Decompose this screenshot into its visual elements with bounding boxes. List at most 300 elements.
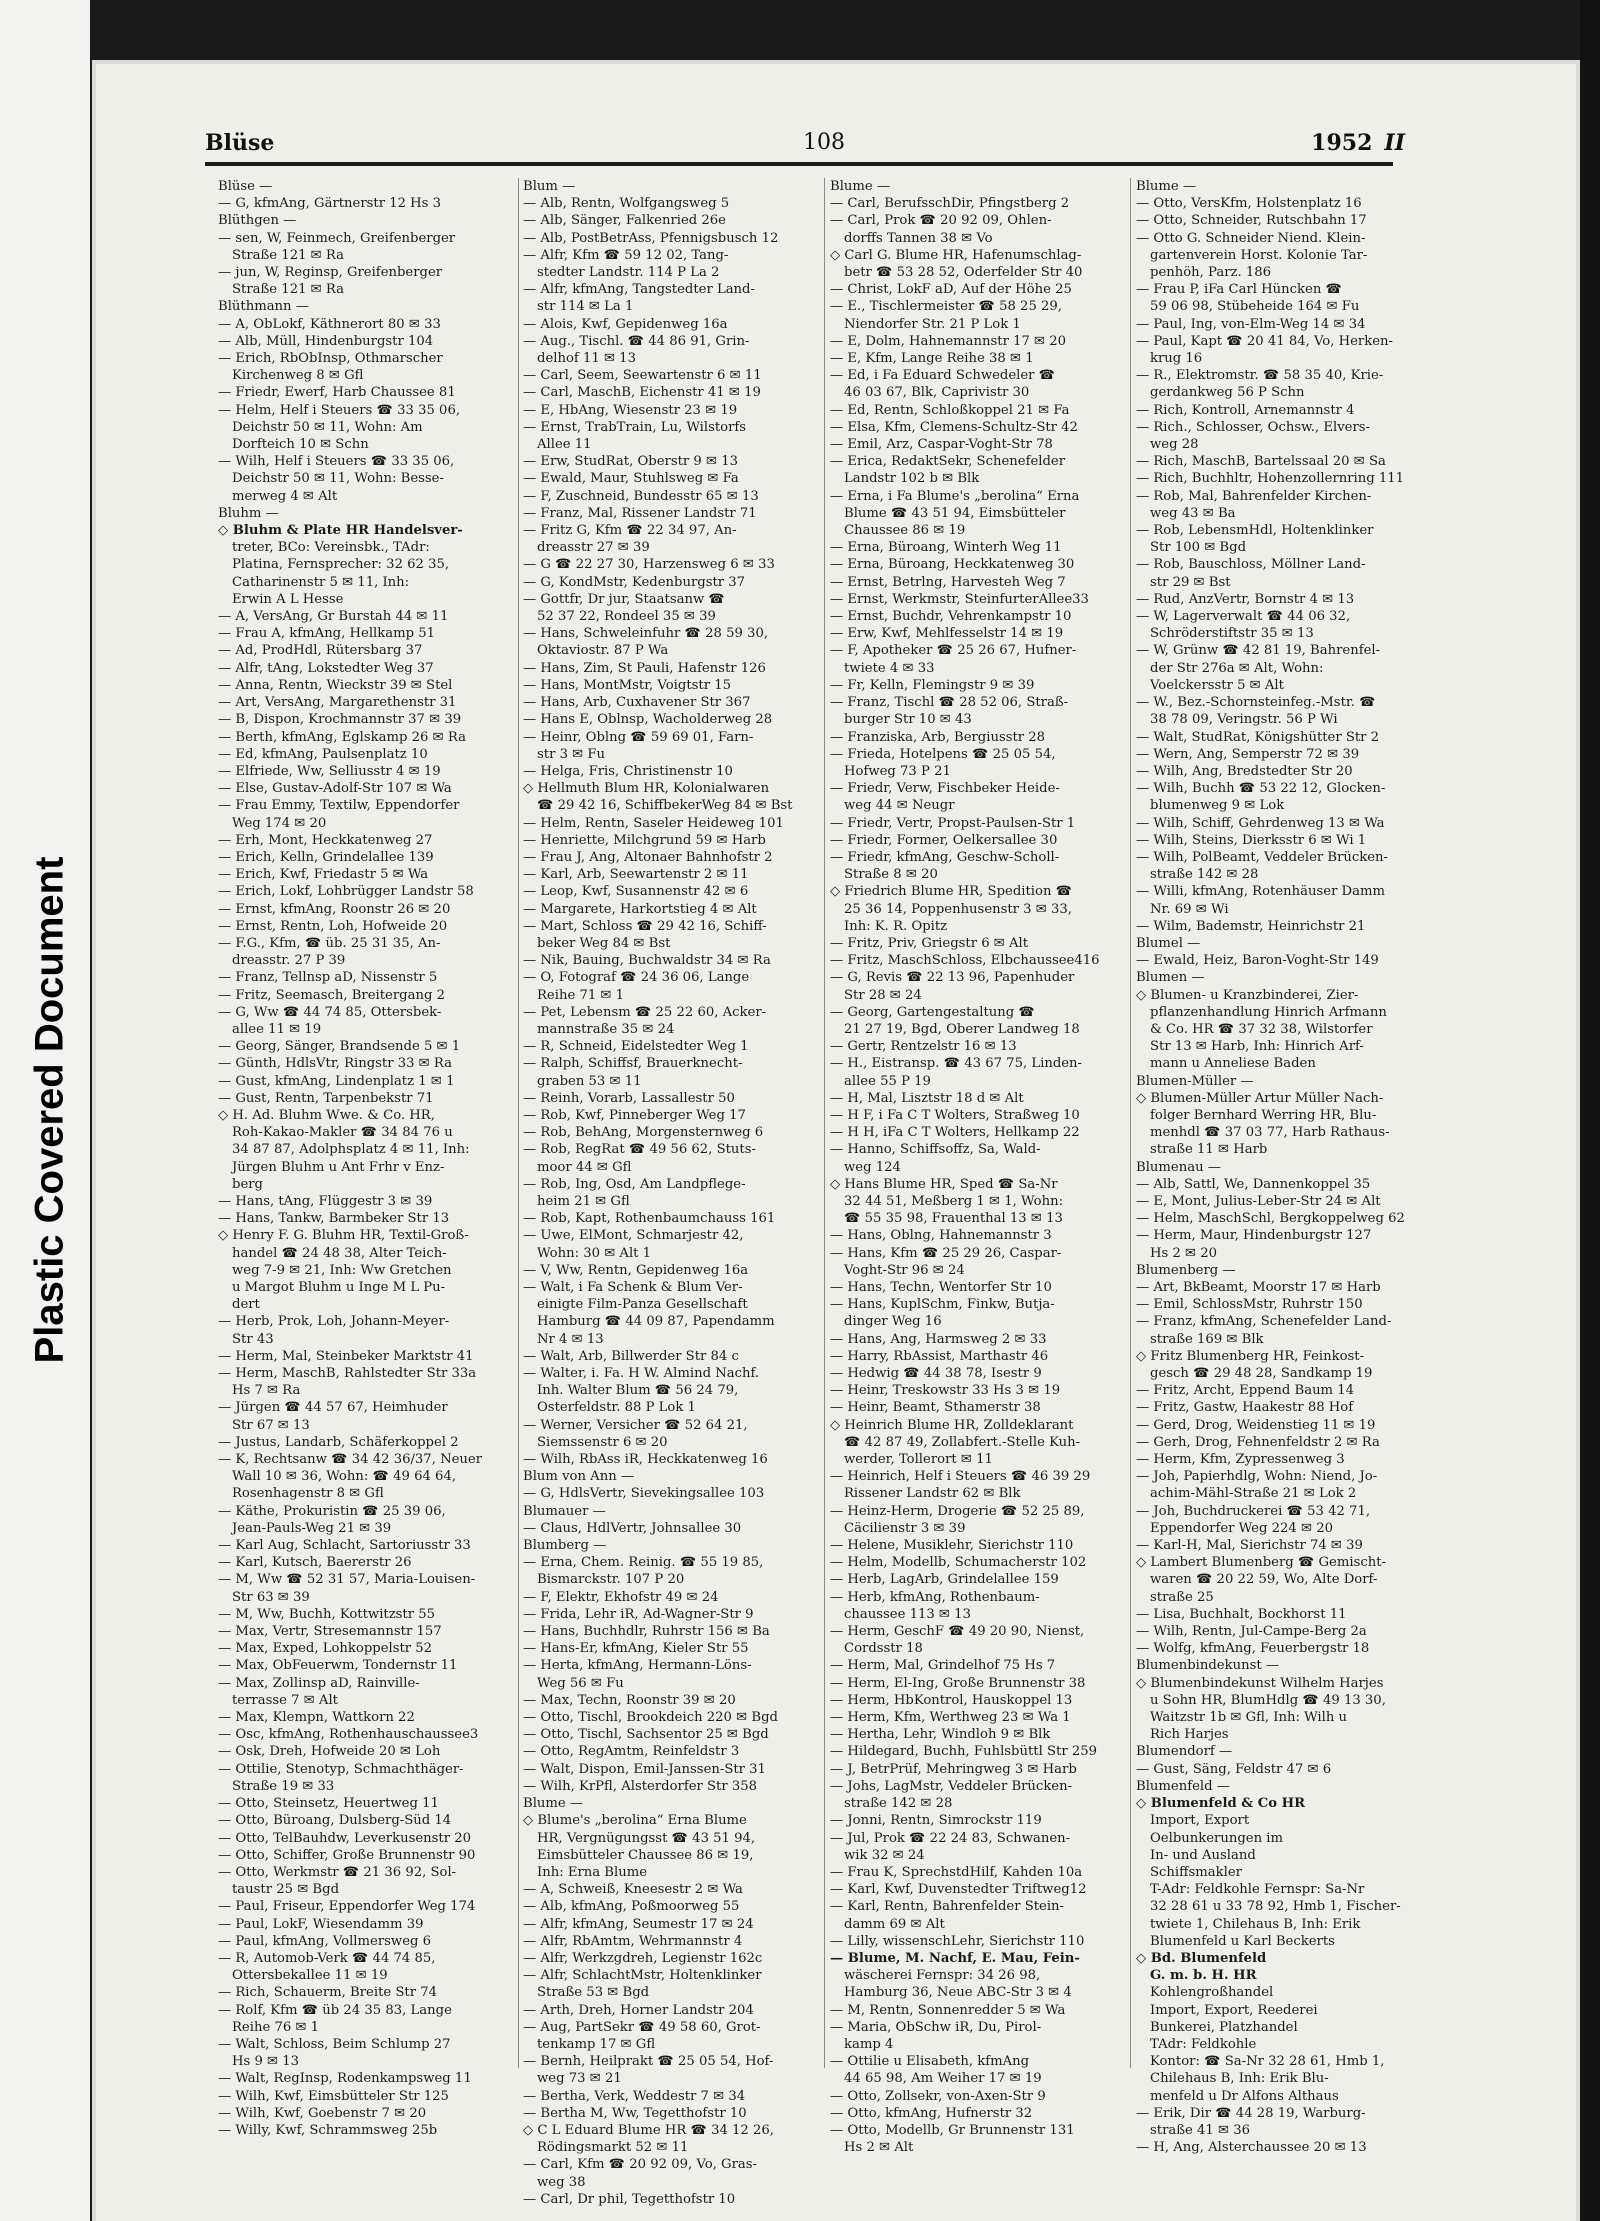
directory-entry-line: — Rob, BehAng, Morgensternweg 6: [523, 1125, 764, 1141]
directory-entry-line: — Joh, Papierhdlg, Wohn: Niend, Jo-: [1136, 1469, 1378, 1485]
section-heading: Blume —: [523, 1796, 584, 1812]
directory-entry-line: — Frau P, iFa Carl Hüncken ☎: [1136, 282, 1342, 298]
directory-entry-line: — Alfr, Werkzgdreh, Legienstr 162c: [523, 1950, 763, 1966]
directory-entry-line: — Ernst, Betrlng, Harvesteh Weg 7: [830, 574, 1066, 590]
directory-entry-line: 59 06 98, Stübeheide 164 ✉ Fu: [1150, 299, 1360, 315]
column-3: [830, 178, 1120, 2156]
directory-entry-line: — Herm, Kfm, Werthweg 23 ✉ Wa 1: [830, 1710, 1071, 1726]
directory-entry-line: — Franz, Mal, Rissener Landstr 71: [523, 505, 757, 521]
directory-entry-line: — Fr, Kelln, Flemingstr 9 ✉ 39: [830, 677, 1035, 693]
directory-entry-line: — Alb, Sattl, We, Dannenkoppel 35: [1136, 1176, 1371, 1192]
header-rule: [205, 162, 1393, 166]
directory-entry-line: Deichstr 50 ✉ 11, Wohn: Am: [232, 419, 423, 435]
directory-entry-line: — Alois, Kwf, Gepidenweg 16a: [523, 316, 728, 332]
directory-entry-line: — Bernh, Heilprakt ☎ 25 05 54, Hof-: [523, 2054, 774, 2070]
directory-entry-line: — Max, Exped, Lohkoppelstr 52: [218, 1641, 433, 1657]
directory-entry-line: — Erich, Kwf, Friedastr 5 ✉ Wa: [218, 867, 429, 883]
directory-entry-line: — Alfr, RbAmtm, Wehrmannstr 4: [523, 1933, 743, 1949]
directory-entry-line: — Paul, Friseur, Eppendorfer Weg 174: [218, 1899, 476, 1915]
directory-entry-line: Waitzstr 1b ✉ Gfl, Inh: Wilh u: [1150, 1710, 1348, 1726]
directory-entry-line: ☎ 29 42 16, SchiffbekerWeg 84 ✉ Bst: [537, 798, 793, 814]
directory-entry-line: — M, Ww, Buchh, Kottwitzstr 55: [218, 1606, 435, 1622]
directory-entry-line: Inh: Erna Blume: [537, 1864, 648, 1880]
directory-entry-line: — Wilh, Rentn, Jul-Campe-Berg 2a: [1136, 1624, 1367, 1640]
directory-entry-line: beker Weg 84 ✉ Bst: [537, 935, 671, 951]
directory-entry-line: ◇ Friedrich Blume HR, Spedition ☎: [830, 884, 1073, 900]
directory-entry-line: 32 44 51, Meßberg 1 ✉ 1, Wohn:: [844, 1193, 1064, 1209]
directory-entry-line: — Hans, Techn, Wentorfer Str 10: [830, 1280, 1052, 1295]
directory-entry-line: — Emil, Arz, Caspar-Voght-Str 78: [830, 437, 1053, 453]
directory-entry-line: ◇ Hellmuth Blum HR, Kolonialwaren: [523, 781, 770, 797]
directory-entry-line: — E., Tischlermeister ☎ 58 25 29,: [830, 299, 1062, 315]
volume-text: II: [1384, 130, 1405, 156]
directory-entry-line: Kirchenweg 8 ✉ Gfl: [232, 368, 364, 384]
directory-entry-line: — Harry, RbAssist, Marthastr 46: [830, 1348, 1049, 1364]
directory-entry-line: 32 28 61 u 33 78 92, Hmb 1, Fischer-: [1150, 1899, 1401, 1915]
directory-entry-line: — Herm, MaschB, Rahlstedter Str 33a: [218, 1366, 477, 1382]
directory-entry-line: — Karl Aug, Schlacht, Sartoriusstr 33: [218, 1538, 471, 1554]
directory-entry-line: — Herb, Prok, Loh, Johann-Meyer-: [218, 1314, 450, 1330]
directory-entry-line: — Alb, kfmAng, Poßmoorweg 55: [523, 1899, 740, 1915]
directory-entry-line: ◇ Carl G. Blume HR, Hafenumschlag-: [830, 247, 1082, 263]
directory-entry-line: — Max, Vertr, Stresemannstr 157: [218, 1624, 442, 1640]
directory-entry-line: Oktaviostr. 87 P Wa: [537, 643, 669, 659]
column-1: [218, 178, 508, 2139]
directory-entry-line: — Frieda, Hotelpens ☎ 25 05 54,: [830, 746, 1056, 762]
directory-entry-line: — Ottilie, Stenotyp, Schmachthäger-: [218, 1761, 464, 1777]
directory-entry-line: u Sohn HR, BlumHdlg ☎ 49 13 30,: [1150, 1692, 1386, 1708]
directory-entry-line: menfeld u Dr Alfons Althaus: [1150, 2088, 1339, 2104]
directory-entry-line: — Erich, RbObInsp, Othmarscher: [218, 351, 443, 367]
directory-entry-line: — Joh, Buchdruckerei ☎ 53 42 71,: [1136, 1503, 1371, 1519]
directory-entry-line: — Wern, Ang, Semperstr 72 ✉ 39: [1136, 746, 1360, 762]
directory-entry-line: Blumenfeld u Karl Beckerts: [1150, 1933, 1335, 1949]
column-2: [523, 178, 813, 2208]
directory-entry-line: — Hans, Zim, St Pauli, Hafenstr 126: [523, 660, 766, 676]
directory-entry-line: weg 7-9 ✉ 21, Inh: Ww Gretchen: [232, 1262, 452, 1278]
directory-entry-line: — G ☎ 22 27 30, Harzensweg 6 ✉ 33: [523, 557, 775, 573]
directory-entry-line: — Carl, MaschB, Eichenstr 41 ✉ 19: [523, 385, 761, 401]
directory-entry-line: — Karl, Arb, Seewartenstr 2 ✉ 11: [523, 867, 749, 883]
directory-entry-line: — Herb, kfmAng, Rothenbaum-: [830, 1589, 1040, 1605]
directory-entry-line: — Ernst, Buchdr, Vehrenkampstr 10: [830, 609, 1072, 625]
directory-entry-line: Chaussee 86 ✉ 19: [844, 523, 966, 539]
directory-entry-line: Deichstr 50 ✉ 11, Wohn: Besse-: [232, 471, 444, 487]
directory-entry-line: — Otto, Zollsekr, von-Axen-Str 9: [830, 2088, 1046, 2104]
directory-entry-line: Hs 7 ✉ Ra: [232, 1383, 301, 1399]
directory-entry-line: handel ☎ 24 48 38, Alter Teich-: [232, 1245, 447, 1261]
directory-entry-line: ◇ Bd. Blumenfeld: [1136, 1950, 1267, 1966]
directory-entry-line: — Käthe, Prokuristin ☎ 25 39 06,: [218, 1503, 446, 1519]
directory-entry-line: — Hans, Kfm ☎ 25 29 26, Caspar-: [830, 1245, 1062, 1261]
directory-entry-line: — H, Mal, Lisztstr 18 d ✉ Alt: [830, 1090, 1024, 1106]
directory-entry-line: — Max, Zollinsp aD, Rainville-: [218, 1675, 420, 1691]
directory-entry-line: chaussee 113 ✉ 13: [844, 1606, 971, 1622]
directory-entry-line: terrasse 7 ✉ Alt: [232, 1692, 338, 1708]
directory-entry-line: — Max, Klempn, Wattkorn 22: [218, 1710, 415, 1726]
directory-entry-line: T-Adr: Feldkohle Fernspr: Sa-Nr: [1150, 1882, 1365, 1898]
section-heading: Blüthgen —: [218, 213, 297, 229]
directory-entry-line: — Hildegard, Buchh, Fuhlsbüttl Str 259: [830, 1744, 1098, 1760]
directory-entry-line: weg 73 ✉ 21: [537, 2071, 622, 2087]
directory-entry-line: — Hans, KuplSchm, Finkw, Butja-: [830, 1297, 1055, 1313]
directory-entry-line: — W, Lagerverwalt ☎ 44 06 32,: [1136, 609, 1351, 625]
directory-entry-line: Cäcilienstr 3 ✉ 39: [844, 1520, 966, 1536]
directory-entry-line: weg 28: [1150, 437, 1199, 453]
directory-entry-line: — Carl, Seem, Seewartenstr 6 ✉ 11: [523, 368, 762, 384]
section-heading: Blüse —: [218, 179, 273, 194]
directory-entry-line: — Heinr, Beamt, Sthamerstr 38: [830, 1400, 1041, 1416]
directory-entry-line: — Karl, Kwf, Duvenstedter Triftweg12: [830, 1882, 1087, 1898]
directory-entry-line: Str 13 ✉ Harb, Inh: Hinrich Arf-: [1150, 1039, 1364, 1055]
directory-entry-line: — R, Schneid, Eidelstedter Weg 1: [523, 1039, 749, 1055]
directory-entry-line: — Ernst, Rentn, Loh, Hofweide 20: [218, 918, 448, 934]
directory-entry-line: — Ed, Rentn, Schloßkoppel 21 ✉ Fa: [830, 402, 1070, 418]
directory-entry-line: ◇ Bluhm & Plate HR Handelsver-: [218, 523, 463, 539]
directory-entry-line: — Lisa, Buchhalt, Bockhorst 11: [1136, 1606, 1347, 1622]
directory-entry-line: — Otto, Tischl, Sachsentor 25 ✉ Bgd: [523, 1727, 769, 1743]
directory-entry-line: — Hanno, Schiffsoffz, Sa, Wald-: [830, 1142, 1041, 1158]
directory-entry-line: — Ernst, TrabTrain, Lu, Wilstorfs: [523, 419, 747, 435]
directory-entry-line: Nr. 69 ✉ Wi: [1150, 901, 1229, 917]
directory-entry-line: — M, Rentn, Sonnenredder 5 ✉ Wa: [830, 2002, 1066, 2018]
directory-entry-line: Wall 10 ✉ 36, Wohn: ☎ 49 64 64,: [232, 1469, 457, 1485]
directory-entry-line: 44 65 98, Am Weiher 17 ✉ 19: [844, 2071, 1042, 2087]
directory-entry-line: — sen, W, Feinmech, Greifenberger: [218, 230, 456, 246]
directory-entry-line: — Justus, Landarb, Schäferkoppel 2: [218, 1434, 459, 1450]
directory-entry-line: — Erik, Dir ☎ 44 28 19, Warburg-: [1136, 2105, 1366, 2121]
directory-entry-line: Ottersbekallee 11 ✉ 19: [232, 1968, 388, 1984]
directory-entry-line: — Frau J, Ang, Altonaer Bahnhofstr 2: [523, 849, 773, 865]
directory-entry-line: — Fritz, Seemasch, Breitergang 2: [218, 987, 445, 1003]
directory-entry-line: — Carl, Dr phil, Tegetthofstr 10: [523, 2191, 736, 2207]
directory-entry-line: Str 63 ✉ 39: [232, 1589, 310, 1605]
directory-entry-line: — Rud, AnzVertr, Bornstr 4 ✉ 13: [1136, 591, 1355, 607]
directory-entry-line: — Rich, Kontroll, Arnemannstr 4: [1136, 402, 1355, 418]
directory-entry-line: — Rich, MaschB, Bartelssaal 20 ✉ Sa: [1136, 454, 1386, 470]
directory-entry-line: straße 41 ✉ 36: [1150, 2122, 1251, 2138]
directory-entry-line: — Franz, Tellnsp aD, Nissenstr 5: [218, 970, 438, 986]
directory-entry-line: — Berth, kfmAng, Eglskamp 26 ✉ Ra: [218, 729, 466, 745]
directory-entry-line: — Emil, SchlossMstr, Ruhrstr 150: [1136, 1297, 1363, 1313]
directory-entry-line: — Fritz, Gastw, Haakestr 88 Hof: [1136, 1400, 1354, 1416]
directory-entry-line: gesch ☎ 29 48 28, Sandkamp 19: [1150, 1366, 1373, 1382]
directory-entry-line: Jürgen Bluhm u Ant Frhr v Enz-: [232, 1159, 445, 1175]
directory-entry-line: — Jürgen ☎ 44 57 67, Heimhuder: [218, 1400, 448, 1416]
directory-entry-line: — Otto, Schiffer, Große Brunnenstr 90: [218, 1847, 476, 1863]
directory-entry-line: ◇ Henry F. G. Bluhm HR, Textil-Groß-: [218, 1228, 469, 1244]
directory-entry-line: — Henriette, Milchgrund 59 ✉ Harb: [523, 832, 766, 848]
directory-entry-line: straße 169 ✉ Blk: [1150, 1331, 1264, 1347]
directory-entry-line: — Hedwig ☎ 44 38 78, Isestr 9: [830, 1366, 1042, 1382]
directory-entry-line: — Aug, PartSekr ☎ 49 58 60, Grot-: [523, 2019, 761, 2035]
directory-entry-line: — Erna, Büroang, Heckkatenweg 30: [830, 557, 1075, 573]
directory-entry-line: 38 78 09, Veringstr. 56 P Wi: [1150, 712, 1338, 728]
directory-entry-line: — Rich, Schauerm, Breite Str 74: [218, 1985, 437, 2001]
directory-entry-line: — Alb, Rentn, Wolfgangsweg 5: [523, 196, 730, 212]
directory-entry-line: weg 38: [537, 2174, 586, 2190]
directory-entry-line: Straße 19 ✉ 33: [232, 1778, 335, 1794]
directory-entry-line: Oelbunkerungen im: [1150, 1830, 1284, 1846]
directory-entry-line: — Max, ObFeuerwm, Tondernstr 11: [218, 1658, 458, 1674]
directory-entry-line: ◇ Hans Blume HR, Sped ☎ Sa-Nr: [830, 1176, 1058, 1192]
directory-entry-line: — F, Elektr, Ekhofstr 49 ✉ 24: [523, 1589, 719, 1605]
directory-entry-line: — V, Ww, Rentn, Gepidenweg 16a: [523, 1262, 749, 1278]
directory-entry-line: — R, Automob-Verk ☎ 44 74 85,: [218, 1950, 436, 1966]
directory-entry-line: — Frau K, SprechstdHilf, Kahden 10a: [830, 1864, 1083, 1880]
directory-entry-line: — Willy, Kwf, Schrammsweg 25b: [218, 2122, 438, 2138]
directory-entry-line: 21 27 19, Bgd, Oberer Landweg 18: [844, 1021, 1080, 1037]
directory-entry-line: — Leop, Kwf, Susannenstr 42 ✉ 6: [523, 884, 749, 900]
directory-entry-line: & Co. HR ☎ 37 32 38, Wilstorfer: [1150, 1021, 1373, 1037]
directory-entry-line: — Wilh, Helf i Steuers ☎ 33 35 06,: [218, 454, 455, 470]
directory-entry-line: Eimsbütteler Chaussee 86 ✉ 19,: [537, 1847, 754, 1863]
directory-entry-line: Schröderstiftstr 35 ✉ 13: [1150, 626, 1314, 642]
directory-entry-line: ◇ Fritz Blumenberg HR, Feinkost-: [1136, 1348, 1365, 1364]
directory-entry-line: — K, Rechtsanw ☎ 34 42 36/37, Neuer: [218, 1452, 483, 1468]
directory-entry-line: — Otto, RegAmtm, Reinfeldstr 3: [523, 1744, 740, 1760]
directory-entry-line: — Frau Emmy, Textilw, Eppendorfer: [218, 798, 460, 814]
directory-entry-line: — J, BetrPrüf, Mehringweg 3 ✉ Harb: [830, 1761, 1077, 1777]
directory-entry-line: dinger Weg 16: [844, 1314, 942, 1330]
directory-entry-line: — Gerd, Drog, Weidenstieg 11 ✉ 19: [1136, 1417, 1376, 1433]
directory-entry-line: — Otto, Tischl, Brookdeich 220 ✉ Bgd: [523, 1710, 778, 1726]
directory-entry-line: — Georg, Gartengestaltung ☎: [830, 1004, 1035, 1020]
directory-entry-line: wäscherei Fernspr: 34 26 98,: [844, 1968, 1041, 1984]
directory-entry-line: — R., Elektromstr. ☎ 58 35 40, Krie-: [1136, 368, 1384, 384]
directory-entry-line: Hs 2 ✉ 20: [1150, 1245, 1218, 1261]
directory-entry-line: str 29 ✉ Bst: [1150, 574, 1231, 590]
directory-entry-line: — Walter, i. Fa. H W. Almind Nachf.: [523, 1366, 760, 1382]
directory-entry-line: — H F, i Fa C T Wolters, Straßweg 10: [830, 1107, 1080, 1123]
directory-entry-line: — Rich, Buchhltr, Hohenzollernring 111: [1136, 471, 1405, 487]
directory-entry-line: Kontor: ☎ Sa-Nr 32 28 61, Hmb 1,: [1150, 2054, 1385, 2070]
directory-entry-line: Hamburg 36, Neue ABC-Str 3 ✉ 4: [844, 1985, 1072, 2001]
directory-entry-line: — Alfr, tAng, Lokstedter Weg 37: [218, 660, 434, 676]
directory-entry-line: — Wilh, Schiff, Gehrdenweg 13 ✉ Wa: [1136, 815, 1385, 831]
directory-entry-line: Bunkerei, Platzhandel: [1150, 2019, 1298, 2035]
directory-entry-line: Dorfteich 10 ✉ Schn: [232, 437, 369, 453]
directory-entry-line: — G, Ww ☎ 44 74 85, Ottersbek-: [218, 1004, 442, 1020]
directory-entry-line: G. m. b. H. HR: [1150, 1968, 1257, 1984]
directory-entry-line: Erwin A L Hesse: [232, 591, 344, 607]
directory-entry-line: — Maria, ObSchw iR, Du, Pirol-: [830, 2019, 1042, 2035]
directory-entry-line: — Otto, Steinsetz, Heuertweg 11: [218, 1796, 439, 1812]
directory-entry-line: — A, VersAng, Gr Burstah 44 ✉ 11: [218, 609, 449, 625]
directory-entry-line: — Helene, Musiklehr, Sierichstr 110: [830, 1538, 1074, 1554]
directory-entry-line: — Rob, RegRat ☎ 49 56 62, Stuts-: [523, 1142, 756, 1158]
directory-entry-line: berg: [232, 1176, 263, 1192]
directory-entry-line: — Alfr, kfmAng, Tangstedter Land-: [523, 282, 755, 298]
directory-entry-line: dreasstr. 27 P 39: [232, 953, 346, 969]
directory-entry-line: — Friedr, Verw, Fischbeker Heide-: [830, 781, 1060, 797]
directory-entry-line: — Ed, i Fa Eduard Schwedeler ☎: [830, 368, 1056, 384]
directory-entry-line: — Wolfg, kfmAng, Feuerbergstr 18: [1136, 1641, 1370, 1657]
directory-entry-line: — Art, VersAng, Margarethenstr 31: [218, 695, 457, 711]
directory-entry-line: — F, Apotheker ☎ 25 26 67, Hufner-: [830, 643, 1077, 659]
directory-entry-line: delhof 11 ✉ 13: [537, 351, 636, 367]
directory-entry-line: 46 03 67, Blk, Caprivistr 30: [844, 385, 1030, 401]
directory-entry-line: — Herm, Mal, Grindelhof 75 Hs 7: [830, 1658, 1056, 1674]
directory-entry-line: — Franziska, Arb, Bergiusstr 28: [830, 729, 1046, 745]
directory-entry-line: — Margarete, Harkortstieg 4 ✉ Alt: [523, 901, 757, 917]
directory-entry-line: — Hans, Buchhdlr, Ruhrstr 156 ✉ Ba: [523, 1624, 770, 1640]
directory-entry-line: — G, HdlsVertr, Sievekingsallee 103: [523, 1486, 765, 1502]
directory-entry-line: — Friedr, Vertr, Propst-Paulsen-Str 1: [830, 815, 1076, 831]
directory-entry-line: — Anna, Rentn, Wieckstr 39 ✉ Stel: [218, 677, 453, 693]
directory-entry-line: ◇ C L Eduard Blume HR ☎ 34 12 26,: [523, 2122, 774, 2138]
directory-entry-line: — Alfr, Kfm ☎ 59 12 02, Tang-: [523, 247, 729, 263]
directory-entry-line: Reihe 71 ✉ 1: [537, 987, 625, 1003]
directory-entry-line: — Hans, Arb, Cuxhavener Str 367: [523, 695, 751, 711]
directory-entry-line: Rosenhagenstr 8 ✉ Gfl: [232, 1486, 384, 1502]
directory-entry-line: str 3 ✉ Fu: [537, 746, 606, 762]
directory-entry-line: 52 37 22, Rondeel 35 ✉ 39: [537, 609, 716, 625]
directory-entry-line: straße 142 ✉ 28: [1150, 867, 1259, 883]
directory-entry-line: — Otto, TelBauhdw, Leverkusenstr 20: [218, 1830, 472, 1846]
directory-entry-line: werder, Tollerort ✉ 11: [844, 1452, 993, 1468]
directory-entry-line: — Hans E, Oblnsp, Wacholderweg 28: [523, 712, 773, 728]
directory-entry-line: — O, Fotograf ☎ 24 36 06, Lange: [523, 970, 750, 986]
directory-entry-line: folger Bernhard Werring HR, Blu-: [1150, 1107, 1377, 1123]
section-heading: Blume —: [1136, 179, 1197, 194]
directory-entry-line: Straße 8 ✉ 20: [844, 867, 938, 883]
directory-entry-line: — Herm, Mal, Steinbeker Marktstr 41: [218, 1348, 474, 1364]
directory-entry-line: — Jul, Prok ☎ 22 24 83, Schwanen-: [830, 1830, 1071, 1846]
directory-entry-line: — Herm, Kfm, Zypressenweg 3: [1136, 1452, 1345, 1468]
directory-entry-line: heim 21 ✉ Gfl: [537, 1193, 630, 1209]
directory-entry-line: Inh: K. R. Opitz: [844, 918, 948, 934]
directory-entry-line: der Str 276a ✉ Alt, Wohn:: [1150, 660, 1324, 676]
directory-entry-line: weg 124: [844, 1159, 901, 1175]
directory-entry-line: — Mart, Schloss ☎ 29 42 16, Schiff-: [523, 918, 767, 934]
directory-entry-line: Hs 2 ✉ Alt: [844, 2140, 914, 2156]
directory-entry-line: — Bertha, Verk, Weddestr 7 ✉ 34: [523, 2088, 746, 2104]
directory-entry-line: — Wilh, KrPfl, Alsterdorfer Str 358: [523, 1778, 758, 1794]
directory-entry-line: — B, Dispon, Krochmannstr 37 ✉ 39: [218, 712, 462, 728]
directory-entry-line: — F.G., Kfm, ☎ üb. 25 31 35, An-: [218, 935, 441, 951]
directory-entry-line: — Karl-H, Mal, Sierichstr 74 ✉ 39: [1136, 1538, 1363, 1554]
directory-entry-line: Str 67 ✉ 13: [232, 1417, 310, 1433]
section-heading: Blumen-Müller —: [1136, 1073, 1254, 1089]
directory-entry-line: Str 28 ✉ 24: [844, 987, 922, 1003]
directory-entry-line: — Walt, Arb, Billwerder Str 84 c: [523, 1348, 739, 1364]
directory-entry-line: Siemssenstr 6 ✉ 20: [537, 1434, 668, 1450]
directory-entry-line: — Ernst, Werkmstr, SteinfurterAllee33: [830, 591, 1089, 607]
directory-entry-line: — Hans, MontMstr, Voigtstr 15: [523, 677, 731, 693]
directory-entry-line: taustr 25 ✉ Bgd: [232, 1882, 340, 1898]
directory-entry-line: mann u Anneliese Baden: [1150, 1056, 1316, 1072]
directory-entry-line: graben 53 ✉ 11: [537, 1073, 642, 1089]
directory-entry-line: — Wilm, Bademstr, Heinrichstr 21: [1136, 918, 1366, 934]
directory-entry-line: — Friedr, Ewerf, Harb Chaussee 81: [218, 385, 456, 401]
directory-entry-line: — Rob, Ing, Osd, Am Landpflege-: [523, 1176, 746, 1192]
directory-entry-line: — Walt, StudRat, Königshütter Str 2: [1136, 729, 1380, 745]
section-heading: Blumenberg —: [1136, 1262, 1236, 1278]
directory-entry-line: HR, Vergnügungsst ☎ 43 51 94,: [537, 1830, 756, 1846]
directory-entry-line: Roh-Kakao-Makler ☎ 34 84 76 u: [232, 1125, 453, 1141]
directory-entry-line: Schiffsmakler: [1150, 1864, 1242, 1880]
directory-entry-line: — Willi, kfmAng, Rotenhäuser Damm: [1136, 884, 1386, 900]
directory-entry-line: — jun, W, Reginsp, Greifenberger: [218, 265, 443, 281]
directory-entry-line: dorffs Tannen 38 ✉ Vo: [844, 230, 993, 246]
directory-entry-line: — Heinrich, Helf i Steuers ☎ 46 39 29: [830, 1469, 1091, 1485]
directory-entry-line: — Christ, LokF aD, Auf der Höhe 25: [830, 282, 1072, 298]
directory-entry-line: Catharinenstr 5 ✉ 11, Inh:: [232, 574, 410, 590]
directory-entry-line: — E, HbAng, Wiesenstr 23 ✉ 19: [523, 402, 738, 418]
directory-entry-line: menhdl ☎ 37 03 77, Harb Rathaus-: [1150, 1125, 1390, 1141]
directory-entry-line: merweg 4 ✉ Alt: [232, 488, 338, 504]
directory-entry-line: — Herm, Maur, Hindenburgstr 127: [1136, 1228, 1372, 1244]
directory-entry-line: krug 16: [1150, 351, 1203, 367]
directory-entry-line: — Erich, Lokf, Lohbrügger Landstr 58: [218, 884, 474, 900]
directory-entry-line: kamp 4: [844, 2036, 894, 2052]
header-year: [1311, 130, 1405, 156]
directory-columns: [218, 178, 1410, 2207]
directory-entry-line: ☎ 42 87 49, Zollabfert.-Stelle Kuh-: [844, 1434, 1081, 1450]
directory-entry-line: wik 32 ✉ 24: [844, 1847, 925, 1863]
directory-entry-line: — Alb, Müll, Hindenburgstr 104: [218, 333, 434, 349]
scan-top-edge: [90, 0, 1600, 60]
directory-entry-line: — Fritz, Archt, Eppend Baum 14: [1136, 1383, 1355, 1399]
directory-entry-line: waren ☎ 20 22 59, Wo, Alte Dorf-: [1150, 1572, 1378, 1588]
directory-entry-line: gartenverein Horst. Kolonie Tar-: [1150, 247, 1368, 263]
directory-entry-line: — Erw, Kwf, Mehlfesselstr 14 ✉ 19: [830, 626, 1064, 642]
directory-entry-line: treter, BCo: Vereinsbk., TAdr:: [232, 540, 430, 556]
directory-entry-line: — Elfriede, Ww, Selliusstr 4 ✉ 19: [218, 763, 441, 779]
directory-entry-line: — Gerh, Drog, Fehnenfeldstr 2 ✉ Ra: [1136, 1434, 1380, 1450]
directory-entry-line: — Herm, El-Ing, Große Brunnenstr 38: [830, 1675, 1086, 1691]
directory-entry-line: — Walt, RegInsp, Rodenkampsweg 11: [218, 2071, 472, 2087]
directory-entry-line: — G, KondMstr, Kedenburgstr 37: [523, 574, 746, 590]
directory-entry-line: — Rolf, Kfm ☎ üb 24 35 83, Lange: [218, 2002, 452, 2018]
directory-entry-line: — Rob, Kapt, Rothenbaumchauss 161: [523, 1211, 776, 1227]
directory-entry-line: Landstr 102 b ✉ Blk: [844, 471, 980, 487]
directory-entry-line: — Friedr, Former, Oelkersallee 30: [830, 832, 1058, 848]
directory-entry-line: — Wilh, Ang, Bredstedter Str 20: [1136, 763, 1353, 779]
directory-entry-line: — Otto, kfmAng, Hufnerstr 32: [830, 2105, 1033, 2121]
directory-entry-line: — Rob, Kwf, Pinneberger Weg 17: [523, 1107, 746, 1123]
directory-entry-line: — Herb, LagArb, Grindelallee 159: [830, 1572, 1059, 1588]
directory-entry-line: — Hans, tAng, Flüggestr 3 ✉ 39: [218, 1193, 433, 1209]
directory-entry-line: blumenweg 9 ✉ Lok: [1150, 798, 1285, 814]
directory-entry-line: — Carl, Prok ☎ 20 92 09, Ohlen-: [830, 213, 1052, 229]
section-heading: Blumberg —: [523, 1538, 607, 1554]
directory-entry-line: Eppendorfer Weg 224 ✉ 20: [1150, 1520, 1333, 1536]
directory-entry-line: — Otto G. Schneider Niend. Klein-: [1136, 230, 1366, 246]
directory-entry-line: — Lilly, wissenschLehr, Sierichstr 110: [830, 1933, 1085, 1949]
directory-entry-line: Allee 11: [537, 437, 592, 453]
directory-entry-line: Bismarckstr. 107 P 20: [537, 1572, 685, 1588]
directory-entry-line: — Herm, HbKontrol, Hauskoppel 13: [830, 1692, 1073, 1708]
directory-entry-line: — Arth, Dreh, Horner Landstr 204: [523, 2002, 754, 2018]
directory-entry-line: — Osk, Dreh, Hofweide 20 ✉ Loh: [218, 1744, 441, 1760]
directory-entry-line: — Alfr, kfmAng, Seumestr 17 ✉ 24: [523, 1916, 754, 1932]
directory-entry-line: — Carl, BerufsschDir, Pfingstberg 2: [830, 196, 1070, 212]
directory-entry-line: Hs 9 ✉ 13: [232, 2054, 300, 2070]
directory-entry-line: Blume ☎ 43 51 94, Eimsbütteler: [844, 505, 1066, 521]
directory-entry-line: Niendorfer Str. 21 P Lok 1: [844, 316, 1021, 332]
directory-entry-line: Import, Export, Reederei: [1150, 2002, 1318, 2018]
directory-entry-line: straße 11 ✉ Harb: [1150, 1142, 1268, 1158]
directory-entry-line: ◇ Lambert Blumenberg ☎ Gemischt-: [1136, 1555, 1386, 1571]
directory-entry-line: allee 11 ✉ 19: [232, 1021, 322, 1037]
directory-entry-line: — Otto, VersKfm, Holstenplatz 16: [1136, 196, 1362, 212]
year-text: 1952: [1311, 130, 1373, 156]
directory-entry-line: — Carl, Kfm ☎ 20 92 09, Vo, Gras-: [523, 2157, 757, 2173]
directory-entry-line: — M, Ww ☎ 52 31 57, Maria-Louisen-: [218, 1572, 476, 1588]
directory-entry-line: allee 55 P 19: [844, 1073, 931, 1089]
